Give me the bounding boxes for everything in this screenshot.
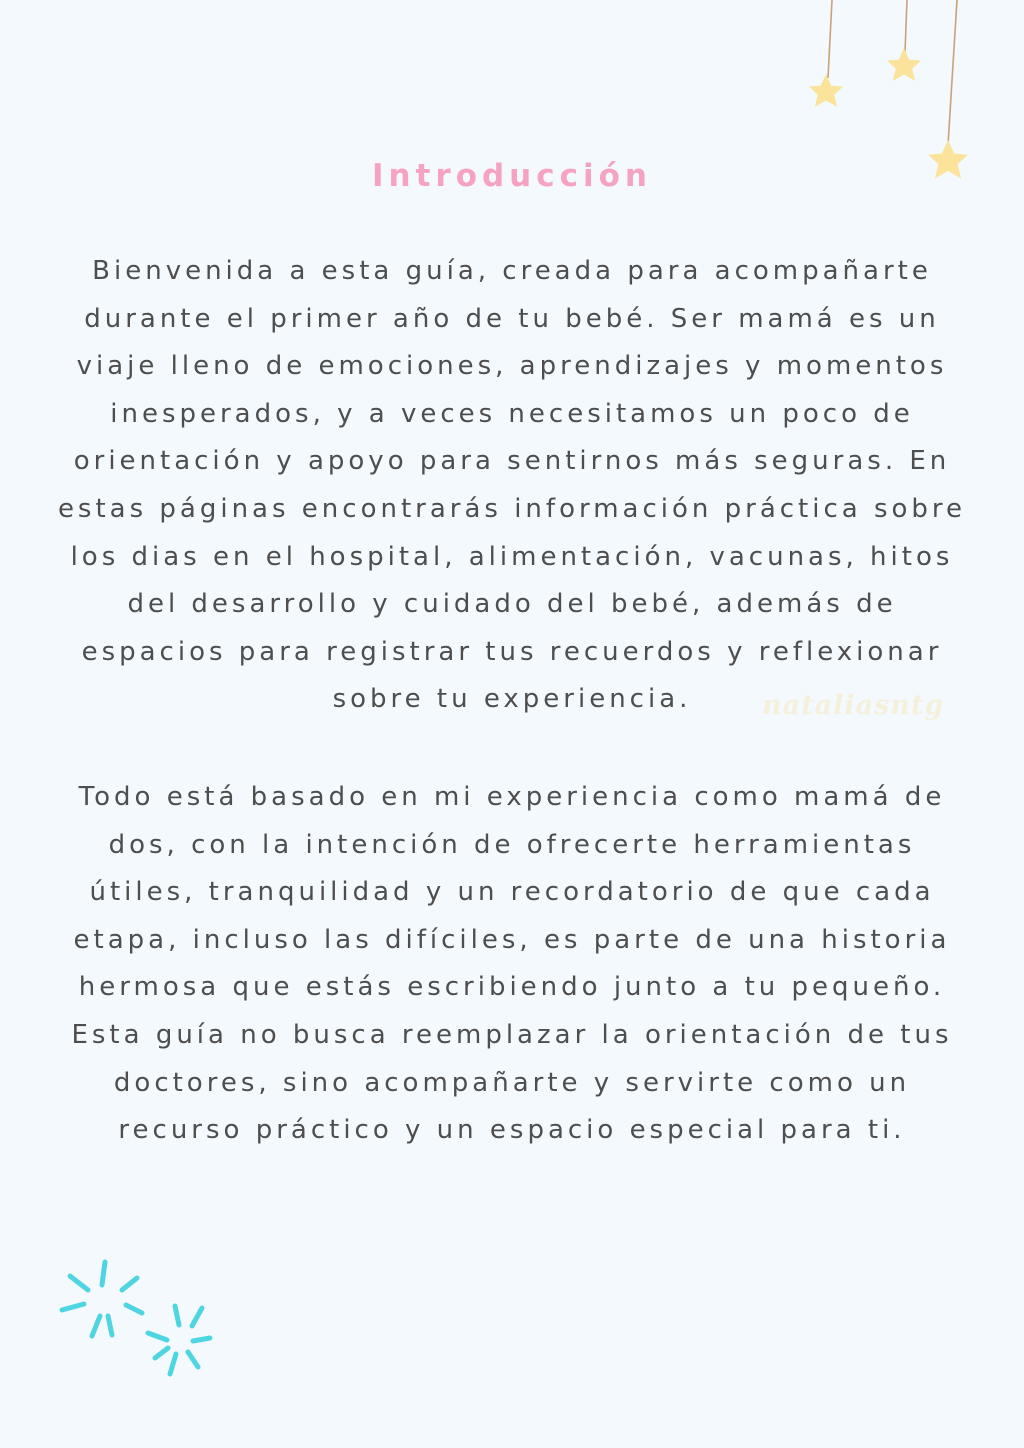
intro-paragraph-2: Todo está basado en mi experiencia como mamá de dos, con la intención de ofrecerte herramientas útiles, tranquilidad y un recordatorio de que cada etapa, incluso las difíciles, es parte de una historia hermosa que estás escribiendo junto a tu pequeño. Esta guía no busca reemplazar la orientación de tus doctores, sino acompañarte y servirte como un recurso práctico y un espacio especial para ti. [71,782,953,1146]
star-icon [887,48,921,81]
sparkle-bursts-icon [50,1250,230,1390]
watermark: nataliasntg [762,690,945,721]
intro-paragraph-1: Bienvenida a esta guía, creada para acompañarte durante el primer año de tu bebé. Ser mamá es un viaje lleno de emociones, aprendizajes y momentos inesperados, y a veces necesitamos un poco de orientación y apoyo para sentirnos más seguras. En estas páginas encontrarás información práctica sobre los dias en el hospital, alimentación, vacunas, hitos del desarrollo y cuidado del bebé, además de espacios para registrar tus recuerdos y reflexionar sobre tu experiencia. [57,256,967,715]
page-title: Introducción [371,158,652,194]
star-icon [809,74,843,107]
